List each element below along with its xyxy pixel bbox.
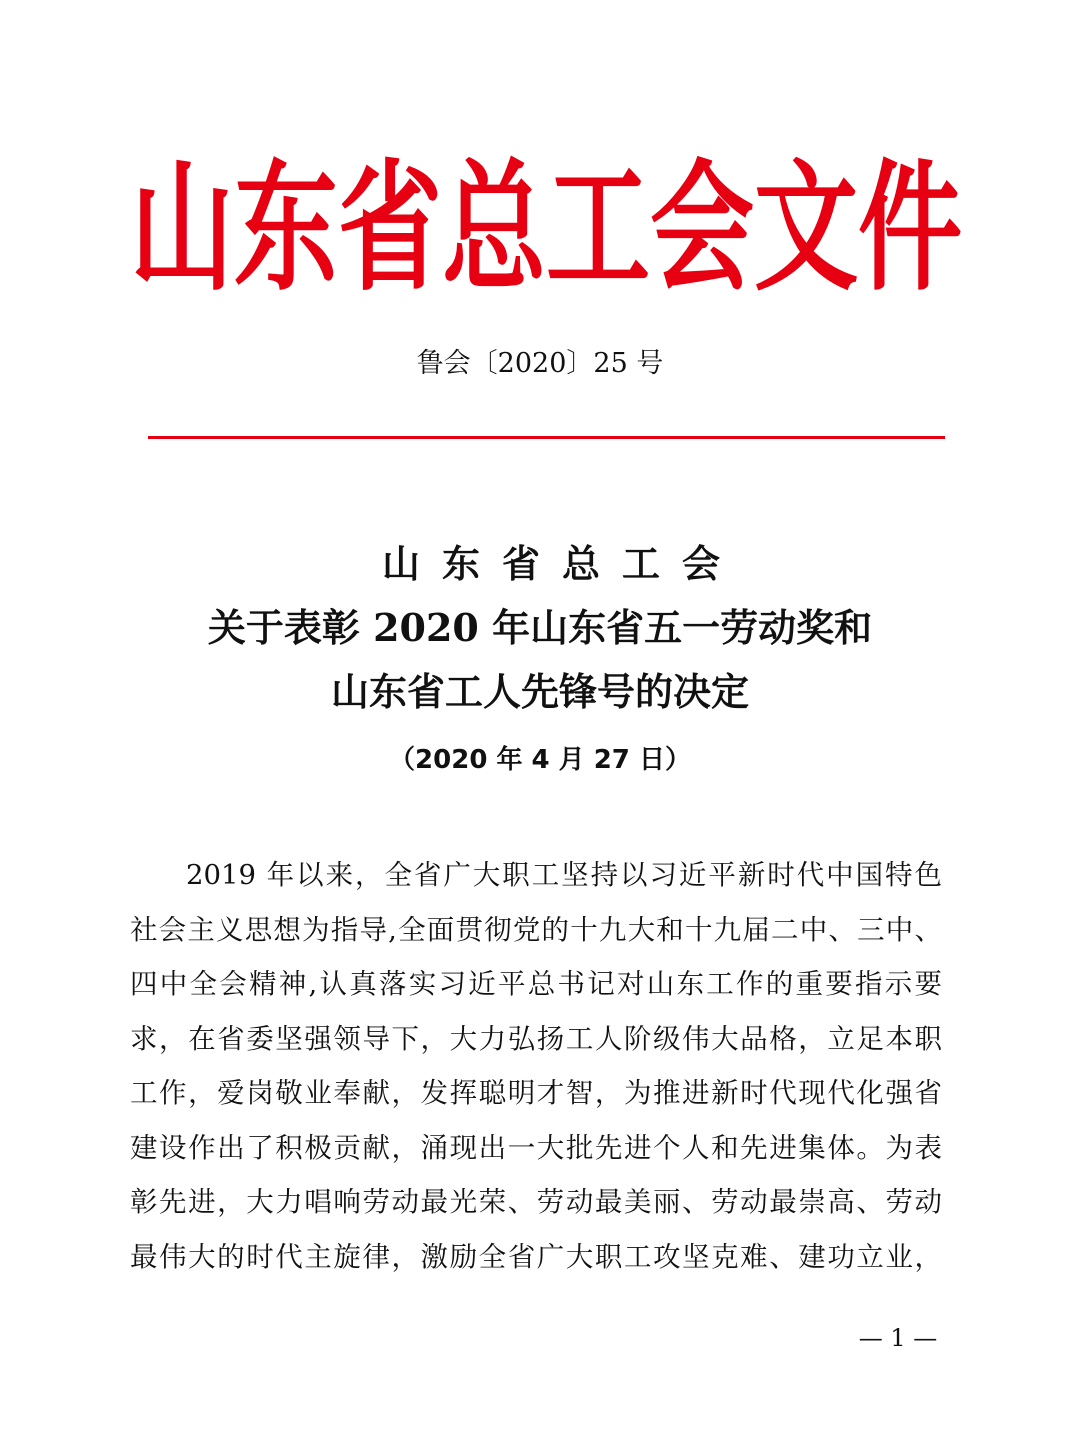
page-number: — 1 — — [858, 1324, 938, 1352]
body-line: 求，在省委坚强领导下，大力弘扬工人阶级伟大品格，立足本职 — [130, 1022, 942, 1055]
document-number: 鲁会〔2020〕25 号 — [416, 348, 664, 379]
masthead-char: 件 — [858, 145, 963, 311]
masthead-char: 东 — [234, 145, 339, 311]
body-line: 工作，爱岗敬业奉献，发挥聪明才智，为推进新时代现代化强省 — [130, 1077, 942, 1109]
masthead-char: 文 — [754, 145, 859, 311]
red-divider-line — [148, 436, 945, 439]
title-line-2: 关于表彰 2020 年山东省五一劳动奖和 — [207, 605, 873, 650]
masthead-char: 总 — [442, 145, 547, 311]
body-line: 彰先进，大力唱响劳动最光荣、劳动最美丽、劳动最崇高、劳动 — [130, 1186, 942, 1218]
title-line-3: 山东省工人先锋号的决定 — [330, 669, 749, 714]
masthead — [130, 145, 963, 311]
title-issuer: 山东省总工会 — [381, 541, 742, 586]
body-line: 四中全会精神,认真落实习近平总书记对山东工作的重要指示要 — [130, 968, 942, 1000]
body-text — [130, 848, 942, 1284]
body-line: 最伟大的时代主旋律，激励全省广大职工攻坚克难、建功立业， — [130, 1240, 942, 1273]
masthead-char: 省 — [338, 145, 443, 311]
masthead-char: 山 — [130, 145, 235, 311]
document-date: （2020 年 4 月 27 日） — [389, 745, 691, 775]
body-line: 2019 年以来，全省广大职工坚持以习近平新时代中国特色 — [186, 859, 942, 891]
masthead-char: 会 — [650, 145, 755, 311]
body-line: 建设作出了积极贡献，涌现出一大批先进个人和先进集体。为表 — [130, 1131, 942, 1164]
masthead-char: 工 — [546, 145, 651, 311]
body-line: 社会主义思想为指导,全面贯彻党的十九大和十九届二中、三中、 — [130, 913, 942, 946]
